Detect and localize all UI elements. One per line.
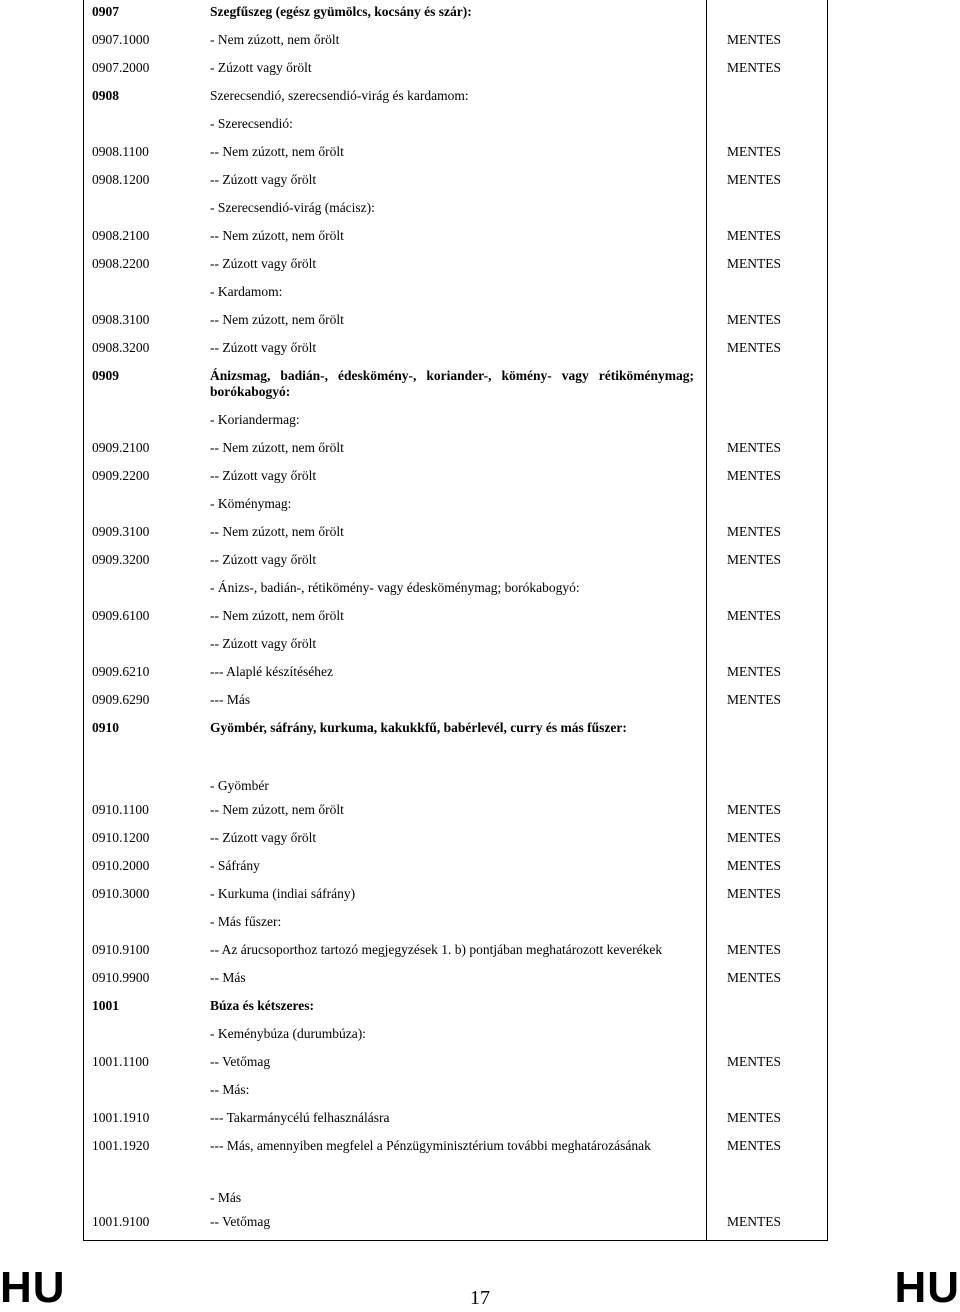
- tariff-code: [84, 576, 203, 604]
- duty-rate: MENTES: [707, 308, 828, 336]
- duty-rate: MENTES: [707, 966, 828, 994]
- duty-rate: [707, 764, 828, 798]
- tariff-code: 0907: [84, 0, 203, 28]
- duty-rate: MENTES: [707, 252, 828, 280]
- table-row: [84, 1106, 828, 1134]
- goods-description: - Kurkuma (indiai sáfrány): [210, 886, 356, 901]
- duty-rate: MENTES: [707, 688, 828, 716]
- goods-description: Búza és kétszeres:: [210, 998, 314, 1013]
- goods-description: -- Nem zúzott, nem őrölt: [210, 228, 344, 243]
- table-row: [84, 938, 828, 966]
- tariff-code: 0909: [84, 364, 203, 408]
- duty-rate: MENTES: [707, 168, 828, 196]
- duty-rate: MENTES: [707, 1106, 828, 1134]
- tariff-code: 0909.6210: [84, 660, 203, 688]
- tariff-code: 1001.1100: [84, 1050, 203, 1078]
- duty-rate: [707, 994, 828, 1022]
- tariff-code: 0908.1100: [84, 140, 203, 168]
- tariff-code: [84, 280, 203, 308]
- table-row: [84, 826, 828, 854]
- goods-description: - Szerecsendió-virág (mácisz):: [210, 200, 375, 215]
- table-row: [84, 364, 828, 408]
- duty-rate: [707, 716, 828, 764]
- duty-rate: MENTES: [707, 224, 828, 252]
- table-row: [84, 882, 828, 910]
- goods-description: - Koriandermag:: [210, 412, 300, 427]
- tariff-table: [83, 0, 828, 1241]
- tariff-code: 0908.3200: [84, 336, 203, 364]
- duty-rate: [707, 1022, 828, 1050]
- duty-rate: MENTES: [707, 660, 828, 688]
- duty-rate: [707, 576, 828, 604]
- duty-rate: MENTES: [707, 798, 828, 826]
- tariff-code: 0910.9900: [84, 966, 203, 994]
- table-row: [84, 660, 828, 688]
- tariff-code: 0909.3100: [84, 520, 203, 548]
- goods-description: -- Nem zúzott, nem őrölt: [210, 144, 344, 159]
- goods-description: -- Nem zúzott, nem őrölt: [210, 608, 344, 623]
- duty-rate: [707, 408, 828, 436]
- goods-description: -- Nem zúzott, nem őrölt: [210, 440, 344, 455]
- table-row: [84, 464, 828, 492]
- goods-description: -- Más:: [210, 1082, 250, 1097]
- goods-description: - Szerecsendió:: [210, 116, 293, 131]
- table-row: [84, 196, 828, 224]
- table-row: [84, 112, 828, 140]
- tariff-code: [84, 196, 203, 224]
- country-code-left: HU: [0, 1263, 66, 1312]
- table-row: [84, 1176, 828, 1210]
- duty-rate: [707, 1176, 828, 1210]
- goods-description: - Zúzott vagy őrölt: [210, 60, 312, 75]
- goods-description: -- Vetőmag: [202, 1210, 707, 1240]
- table-row: [84, 408, 828, 436]
- goods-description: -- Az árucsoporthoz tartozó megjegyzések 1. b) pontjában meghatározott keverékek: [210, 942, 663, 957]
- tariff-code: 0910.1100: [84, 798, 203, 826]
- goods-description: - Nem zúzott, nem őrölt: [210, 32, 340, 47]
- table-row: [84, 252, 828, 280]
- table-row: [84, 1050, 828, 1078]
- duty-rate: [707, 280, 828, 308]
- goods-description: - Ánizs-, badián-, rétikömény- vagy édesköménymag; borókabogyó:: [210, 580, 580, 595]
- table-row: [84, 632, 828, 660]
- duty-rate: MENTES: [707, 604, 828, 632]
- goods-description: --- Más, amennyiben megfelel a Pénzügyminisztérium további meghatározásának: [210, 1138, 651, 1153]
- table-row: [84, 520, 828, 548]
- goods-description: -- Más: [210, 970, 246, 985]
- table-row: [84, 140, 828, 168]
- duty-rate: MENTES: [707, 56, 828, 84]
- tariff-code: 0907.2000: [84, 56, 203, 84]
- duty-rate: [707, 0, 828, 28]
- goods-description: - Kardamom:: [210, 284, 283, 299]
- tariff-code: 1001.1910: [84, 1106, 203, 1134]
- tariff-code: 0908.3100: [84, 308, 203, 336]
- tariff-code: 0910.3000: [84, 882, 203, 910]
- goods-description: -- Zúzott vagy őrölt: [210, 636, 317, 651]
- tariff-code: [84, 1022, 203, 1050]
- duty-rate: MENTES: [707, 464, 828, 492]
- tariff-code: 0910.1200: [84, 826, 203, 854]
- table-row: [84, 994, 828, 1022]
- duty-rate: MENTES: [707, 1210, 828, 1240]
- goods-description: --- Más: [210, 692, 251, 707]
- goods-description: - Köménymag:: [210, 496, 292, 511]
- duty-rate: [707, 910, 828, 938]
- tariff-code: 0907.1000: [84, 28, 203, 56]
- tariff-code: 0908.1200: [84, 168, 203, 196]
- table-row: [84, 1022, 828, 1050]
- goods-description: -- Zúzott vagy őrölt: [210, 340, 317, 355]
- goods-description: Szegfűszeg (egész gyümölcs, kocsány és szár):: [210, 4, 472, 19]
- tariff-code: [84, 408, 203, 436]
- duty-rate: MENTES: [707, 826, 828, 854]
- duty-rate: [707, 492, 828, 520]
- tariff-code: [84, 492, 203, 520]
- table-row: [84, 224, 828, 252]
- duty-rate: [707, 84, 828, 112]
- goods-description: -- Nem zúzott, nem őrölt: [210, 312, 344, 327]
- tariff-table-body: [84, 0, 828, 1240]
- table-row: [84, 548, 828, 576]
- duty-rate: MENTES: [707, 336, 828, 364]
- table-row: [84, 1078, 828, 1106]
- table-row: [84, 764, 828, 798]
- tariff-code: [84, 632, 203, 660]
- tariff-code: 0909.2100: [84, 436, 203, 464]
- page-number: 17: [470, 1287, 490, 1309]
- goods-description: -- Zúzott vagy őrölt: [210, 468, 317, 483]
- table-row: [84, 308, 828, 336]
- duty-rate: MENTES: [707, 140, 828, 168]
- duty-rate: [707, 632, 828, 660]
- duty-rate: MENTES: [707, 1050, 828, 1078]
- tariff-code: 0910.2000: [84, 854, 203, 882]
- duty-rate: [707, 196, 828, 224]
- goods-description: - Más fűszer:: [210, 914, 282, 929]
- table-row: [84, 966, 828, 994]
- tariff-code: 0908.2100: [84, 224, 203, 252]
- table-row: [84, 436, 828, 464]
- country-code-right: HU: [894, 1263, 960, 1312]
- tariff-code: 0910.9100: [84, 938, 203, 966]
- goods-description: - Gyömbér: [210, 778, 269, 793]
- table-row: [84, 576, 828, 604]
- tariff-code: 1001.1920: [84, 1134, 203, 1176]
- table-row: [84, 1210, 828, 1240]
- goods-description: -- Zúzott vagy őrölt: [210, 256, 317, 271]
- table-row: [84, 854, 828, 882]
- goods-description: -- Zúzott vagy őrölt: [210, 172, 317, 187]
- goods-description: --- Takarmánycélú felhasználásra: [210, 1110, 390, 1125]
- table-row: [84, 28, 828, 56]
- tariff-code: [84, 112, 203, 140]
- duty-rate: MENTES: [707, 854, 828, 882]
- goods-description: - Keménybúza (durumbúza):: [210, 1026, 366, 1041]
- duty-rate: [707, 364, 828, 408]
- goods-description: --- Alaplé készítéséhez: [210, 664, 333, 679]
- tariff-code: 1001: [84, 994, 203, 1022]
- duty-rate: [707, 112, 828, 140]
- duty-rate: MENTES: [707, 436, 828, 464]
- tariff-code: 0909.6290: [84, 688, 203, 716]
- tariff-code: [84, 910, 203, 938]
- table-row: [84, 604, 828, 632]
- table-row: [84, 492, 828, 520]
- table-row: [84, 798, 828, 826]
- tariff-code: 0910: [84, 716, 203, 764]
- tariff-code: 0908.2200: [84, 252, 203, 280]
- duty-rate: [707, 1078, 828, 1106]
- tariff-code: 0909.2200: [84, 464, 203, 492]
- table-row: [84, 336, 828, 364]
- table-row: [84, 688, 828, 716]
- table-row: [84, 1134, 828, 1176]
- tariff-code: 1001.9100: [84, 1210, 203, 1240]
- tariff-code: 0909.3200: [84, 548, 203, 576]
- goods-description: Gyömbér, sáfrány, kurkuma, kakukkfű, babérlevél, curry és más fűszer:: [210, 720, 627, 735]
- duty-rate: MENTES: [707, 520, 828, 548]
- duty-rate: MENTES: [707, 938, 828, 966]
- duty-rate: MENTES: [707, 882, 828, 910]
- goods-description: -- Zúzott vagy őrölt: [210, 552, 317, 567]
- goods-description: -- Vetőmag: [210, 1054, 271, 1069]
- tariff-code: 0908: [84, 84, 203, 112]
- goods-description: - Más: [210, 1190, 242, 1205]
- goods-description: Ánizsmag, badián-, édeskömény-, koriander-, kömény- vagy rétiköménymag; borókabogyó:: [210, 368, 694, 399]
- tariff-code: [84, 1078, 203, 1106]
- tariff-code: [84, 1176, 203, 1210]
- duty-rate: MENTES: [707, 548, 828, 576]
- table-row: [84, 280, 828, 308]
- tariff-code: [84, 764, 203, 798]
- goods-description: - Sáfrány: [210, 858, 260, 873]
- goods-description: -- Zúzott vagy őrölt: [210, 830, 317, 845]
- table-row: [84, 84, 828, 112]
- table-row: [84, 56, 828, 84]
- table-row: [84, 716, 828, 764]
- tariff-code: 0909.6100: [84, 604, 203, 632]
- goods-description: Szerecsendió, szerecsendió-virág és kardamom:: [210, 88, 469, 103]
- table-row: [84, 910, 828, 938]
- goods-description: -- Nem zúzott, nem őrölt: [210, 802, 344, 817]
- duty-rate: MENTES: [707, 28, 828, 56]
- table-row: [84, 0, 828, 28]
- goods-description: -- Nem zúzott, nem őrölt: [210, 524, 344, 539]
- table-row: [84, 168, 828, 196]
- duty-rate: MENTES: [707, 1134, 828, 1176]
